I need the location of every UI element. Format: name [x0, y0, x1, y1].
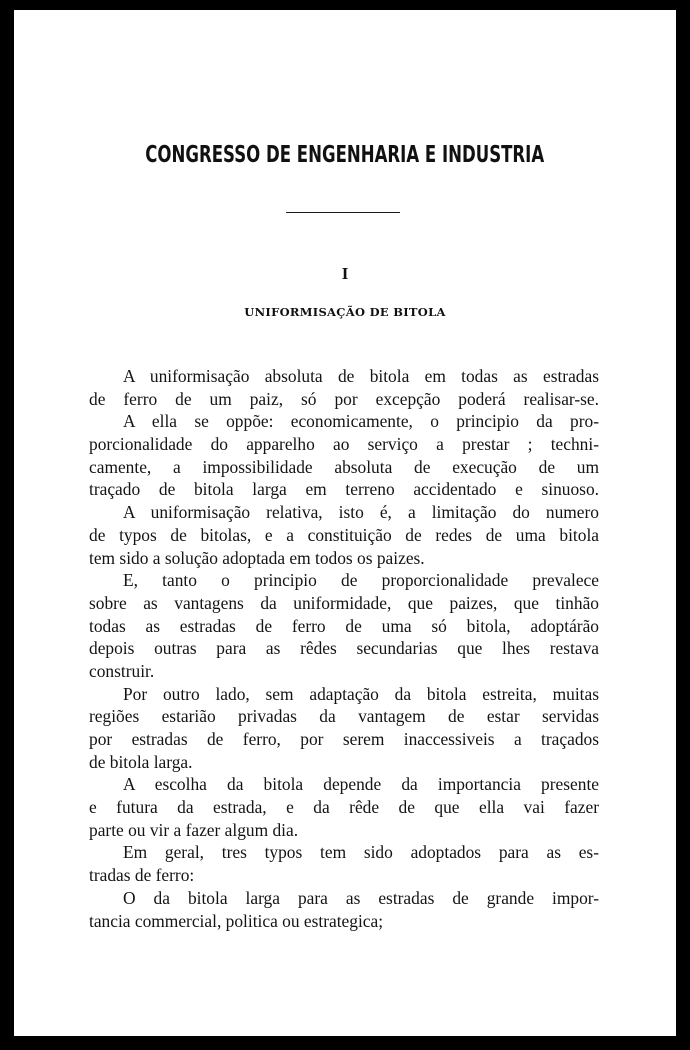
text-line: camente, a impossibilidade absoluta de execução de um [89, 456, 599, 477]
text-line: O da bitola larga para as estradas de grande impor- [123, 887, 599, 908]
text-line: E, tanto o principio de proporcionalidade prevalece [123, 570, 599, 591]
text-line: porcionalidade do apparelho ao serviço a prestar ; techni- [89, 434, 599, 455]
text-line: de ferro de um paiz, só por excepção poderá realisar-se. [89, 388, 599, 409]
text-line: de bitola larga. [89, 751, 193, 772]
section-numeral: I [341, 264, 349, 283]
text-line: construir. [89, 660, 155, 681]
page [14, 10, 676, 1036]
text-line: depois outras para as rêdes secundarias que lhes restava [89, 638, 599, 659]
text-line: todas as estradas de ferro de uma só bitola, adoptárão [89, 615, 599, 636]
text-line: parte ou vir a fazer algum dia. [89, 819, 299, 840]
text-line: por estradas de ferro, por serem inaccessiveis a traçados [89, 729, 599, 749]
text-line: A uniformisação relativa, isto é, a limitação do numero [123, 502, 599, 523]
text-line: Por outro lado, sem adaptação da bitola estreita, muitas [123, 683, 599, 704]
page-title: CONGRESSO DE ENGENHARIA E INDUSTRIA [145, 142, 545, 168]
text-line: tradas de ferro: [89, 865, 195, 886]
text-line: e futura da estrada, e da rêde de que ella vai fazer [89, 797, 599, 818]
text-line: A uniformisação absoluta de bitola em todas as estradas [123, 366, 599, 386]
text-line: tem sido a solução adoptada em todos os paizes. [89, 547, 425, 568]
text-line: A escolha da bitola depende da importancia presente [123, 774, 599, 795]
text-line: A ella se oppõe: economicamente, o principio da pro- [123, 411, 599, 432]
text-line: de typos de bitolas, e a constituição de redes de uma bitola [89, 524, 599, 545]
text-line: sobre as vantagens da uniformidade, que paizes, que tinhão [89, 592, 599, 613]
title-rule-divider [286, 212, 400, 213]
text-line: tancia commercial, politica ou estrategica; [89, 910, 384, 931]
text-line: regiões estarião privadas da vantagem de estar servidas [89, 706, 599, 727]
text-line: Em geral, tres typos tem sido adoptados para as es- [123, 842, 599, 863]
text-line: traçado de bitola larga em terreno accidentado e sinuoso. [89, 479, 599, 500]
section-heading: UNIFORMISAÇÃO DE BITOLA [244, 305, 446, 319]
body-text [89, 365, 599, 932]
